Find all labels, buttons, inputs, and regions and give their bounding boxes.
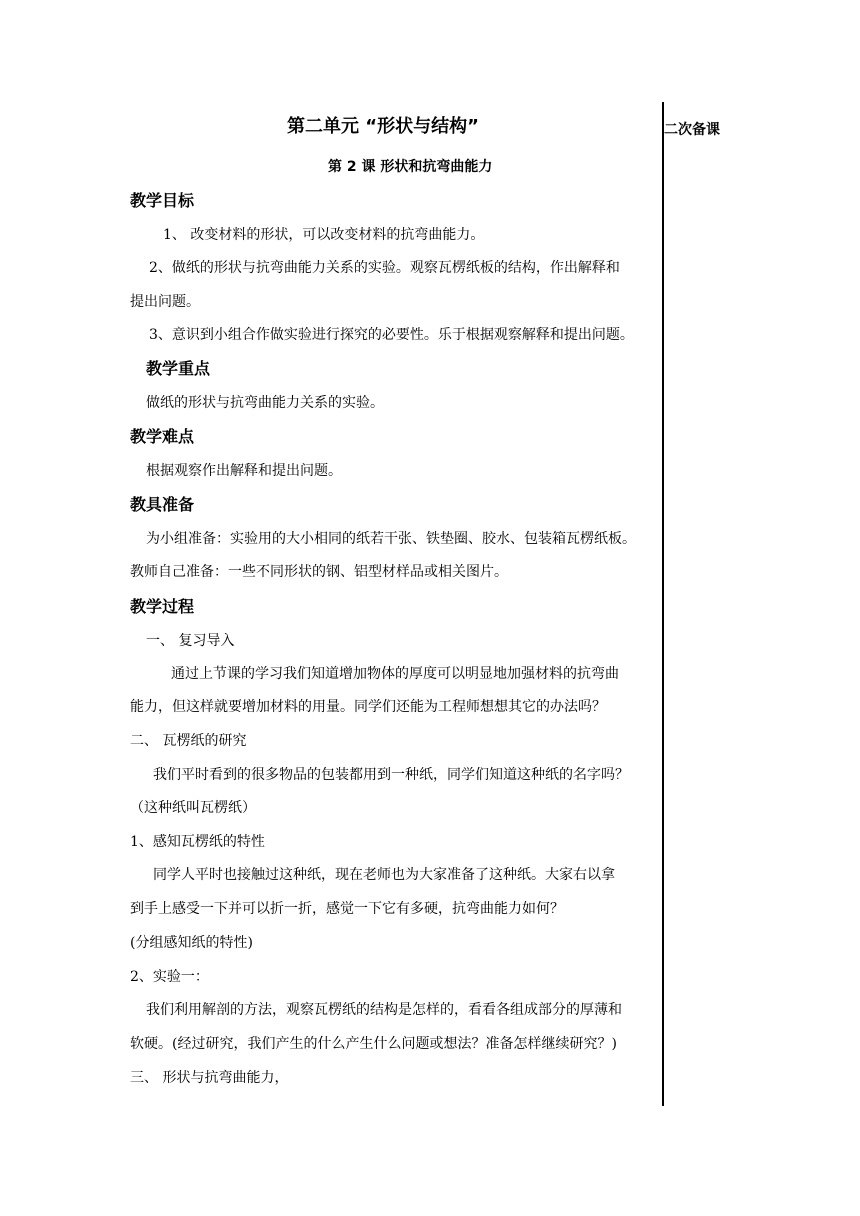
heading-difficulties: 教学难点 xyxy=(130,427,195,446)
process-line-6: （这种纸叫瓦楞纸） xyxy=(130,800,256,816)
process-line-10: (分组感知纸的特性) xyxy=(130,935,253,951)
process-line-8: 同学人平时也接触过这种纸，现在老师也为大家准备了这种纸。大家右以拿 xyxy=(153,867,615,883)
objective-line-1: 1、 改变材料的形状，可以改变材料的抗弯曲能力。 xyxy=(163,227,485,243)
process-line-14: 三、 形状与抗弯曲能力， xyxy=(130,1070,289,1086)
side-column-label: 二次备课 xyxy=(664,122,720,138)
heading-materials: 教具准备 xyxy=(130,495,195,514)
lesson-title: 第 2 课 形状和抗弯曲能力 xyxy=(328,159,493,175)
unit-title: 第二单元 “形状与结构” xyxy=(287,116,479,137)
process-line-12: 我们利用解剖的方法，观察瓦楞纸的结构是怎样的，看看各组成部分的厚薄和 xyxy=(146,1002,622,1018)
objective-line-3: 提出问题。 xyxy=(130,294,200,310)
margin-divider-line xyxy=(662,102,664,1106)
objective-line-2: 2、做纸的形状与抗弯曲能力关系的实验。观察瓦楞纸板的结构，作出解释和 xyxy=(149,260,620,276)
process-line-4: 二、 瓦楞纸的研究 xyxy=(130,733,247,749)
process-line-7: 1、感知瓦楞纸的特性 xyxy=(130,834,265,850)
process-line-9: 到手上感受一下并可以折一折，感觉一下它有多硬，抗弯曲能力如何？ xyxy=(130,901,564,917)
process-line-13: 软硬。(经过研究，我们产生的什么产生什么问题或想法？准备怎样继续研究？) xyxy=(130,1036,617,1052)
difficulties-text: 根据观察作出解释和提出问题。 xyxy=(146,463,342,479)
process-line-2: 通过上节课的学习我们知道增加物体的厚度可以明显地加强材料的抗弯曲 xyxy=(171,666,619,682)
materials-line-1: 为小组准备：实验用的大小相同的纸若干张、铁垫圈、胶水、包装箱瓦楞纸板。 xyxy=(146,531,636,547)
heading-objectives: 教学目标 xyxy=(130,191,195,210)
heading-process: 教学过程 xyxy=(130,597,195,616)
objective-line-4: 3、意识到小组合作做实验进行探究的必要性。乐于根据观察解释和提出问题。 xyxy=(149,327,634,343)
heading-key-points: 教学重点 xyxy=(146,359,211,378)
process-line-11: 2、实验一： xyxy=(130,969,209,985)
process-line-3: 能力，但这样就要增加材料的用量。同学们还能为工程师想想其它的办法吗？ xyxy=(130,699,606,715)
process-line-5: 我们平时看到的很多物品的包装都用到一种纸，同学们知道这种纸的名字吗？ xyxy=(153,767,629,783)
process-line-1: 一、 复习导入 xyxy=(146,633,235,649)
materials-line-2: 教师自己准备：一些不同形状的钢、铝型材样品或相关图片。 xyxy=(130,564,508,580)
key-points-text: 做纸的形状与抗弯曲能力关系的实验。 xyxy=(146,395,384,411)
